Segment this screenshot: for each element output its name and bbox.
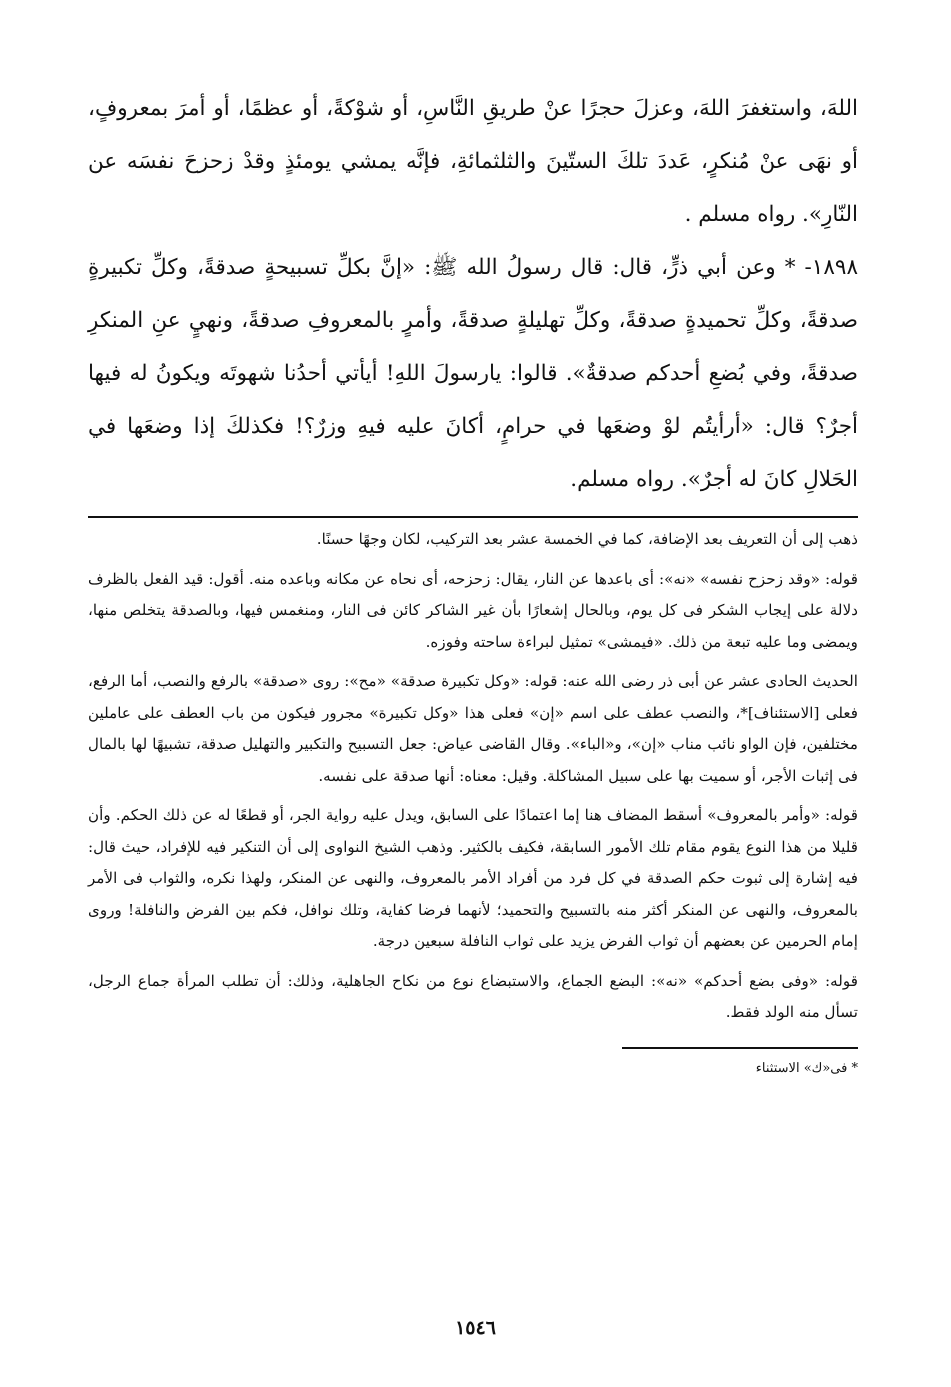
page-number: ١٥٤٦ xyxy=(455,1317,496,1339)
page-content xyxy=(88,82,858,1079)
commentary-paragraph: الحديث الحادى عشر عن أبى ذر رضى الله عنه: قوله: «وكل تكبيرة صدقة» «مح»: روى «صدقة» بالرفع والنصب، أما الرفع، فعلى [الاستئناف]*، والنصب عطف على اسم «إن» فعلى هذا «وكل تكبيرة» مجرور فيكون من باب العطف على عاملين مختلفين، فإن الواو نائب مناب «إن»، و«الباء». وقال القاضى عياض: جعل التسبيح والتكبير والتهليل صدقة، تشبيهًا لها بالمال فى إثبات الأجر، أو سميت بها على سبيل المشاكلة. وقيل: معناه: أنها صدقة على نفسه. xyxy=(88,672,858,785)
commentary-paragraph: قوله: «وأمر بالمعروف» أسقط المضاف هنا إما اعتمادًا على السابق، ويدل عليه رواية الجر، أو قطعًا له عن ذلك الحكم. وأن قليلا من هذا النوع يقوم مقام تلك الأمور السابقة، فكيف بالكثير. وذهب الشيخ النواوى إلى أن التنكير فيه للإفراد، حيث قال: فيه إشارة إلى ثبوت حكم الصدقة في كل فرد من أفراد الأمر بالمعروف، والنهى عن المنكر، ولهذا نكره، والثواب فى الأمر بالمعروف، والنهى عن المنكر أكثر منه بالتسبيح والتحميد؛ لأنهما فرضا كفاية، وتلك نوافل، فكم بين الفرض والنافلة! وروى إمام الحرمين عن بعضهم أن ثواب الفرض يزيد على ثواب النافلة سبعين درجة. xyxy=(88,806,858,950)
hadith-text xyxy=(88,82,858,506)
commentary-paragraph: قوله: «وفى بضع أحدكم» «نه»: البضع الجماع، والاستبضاع نوع من نكاح الجاهلية، وذلك: أن تطلب المرأة جماع الرجل، تسأل منه الولد فقط. xyxy=(88,971,858,1021)
commentary-paragraph: ذهب إلى أن التعريف بعد الإضافة، كما في الخمسة عشر بعد التركيب، لكان وجهًا حسنًا. xyxy=(316,530,858,548)
hadith-paragraph-1898: ١٨٩٨- * وعن أبي ذرٍّ، قال: قال رسولُ الله ﷺ: «إنَّ بكلِّ تسبيحةٍ صدقةً، وكلِّ تكبيرةٍ صدقةً، وكلِّ تحميدةٍ صدقةً، وكلِّ تهليلةٍ صدقةً، وأمرٍ بالمعروفِ صدقةً، ونهيٍ عنِ المنكرِ صدقةً، وفي بُضعِ أحدكم صدقةٌ». قالوا: يارسولَ اللهِ! أيأتي أحدُنا شهوتَه ويكونُ له فيها أجرٌ؟ قال: «أرأيتُم لوْ وضعَها في حرامٍ، أكانَ عليه فيهِ وزرٌ؟! فكذلكَ إذا وضعَها في الحَلالِ كانَ له أجرٌ». رواه مسلم. xyxy=(88,255,858,492)
commentary-paragraph: قوله: «وقد زحزح نفسه» «نه»: أى باعدها عن النار، يقال: زحزحه، أى نحاه عن مكانه وباعده منه. أقول: قيد الفعل بالظرف دلالة على إيجاب الشكر فى كل يوم، وبالحال إشعارًا بأن غير الشاكر كائن فى النار، ومنغمس فيها، وبالصدقة يتخلص منها، ويمضى وما عليه تبعة من ذلك. «فيمشى» تمثيل لبراءة ساحته وفوزه. xyxy=(88,569,858,651)
commentary xyxy=(88,524,858,1029)
footnote-divider xyxy=(622,1047,858,1049)
footnote: * فى«ك» الاستثناء xyxy=(755,1060,858,1076)
section-divider xyxy=(88,516,858,518)
hadith-paragraph-continuation: اللهَ، واستغفرَ اللهَ، وعزلَ حجرًا عنْ طريقِ النَّاسِ، أو شوْكةً، أو عظمًا، أو أمرَ بمعروفٍ، أو نهَى عنْ مُنكرٍ، عَددَ تلكَ الستّينَ والثلثمائةِ، فإنَّه يمشي يومئذٍ وقدْ زحزحَ نفسَه عن النّارِ». رواه مسلم . xyxy=(88,96,858,227)
